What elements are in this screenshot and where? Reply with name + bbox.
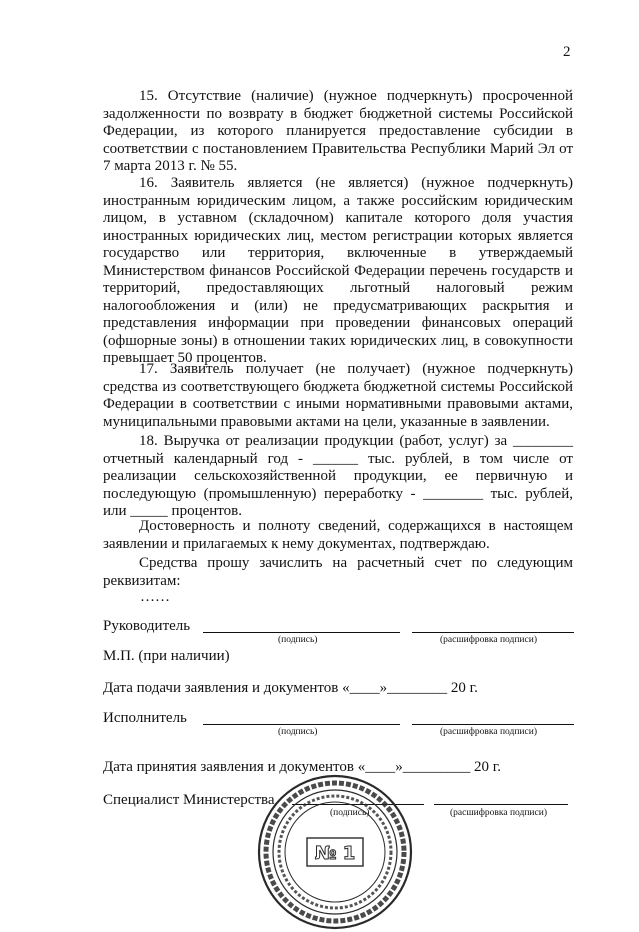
executor-sign-caption: (подпись)	[278, 727, 318, 737]
specialist-decode-caption: (расшифровка подписи)	[450, 808, 547, 818]
head-decode-caption: (расшифровка подписи)	[440, 635, 537, 645]
accept-date-row: Дата принятия заявления и документов «____»_________ 20 г.	[103, 759, 501, 775]
submit-date-row: Дата подачи заявления и документов «____»________ 20 г.	[103, 680, 478, 696]
head-sign-caption: (подпись)	[278, 635, 318, 645]
head-signature-line	[203, 632, 400, 633]
paragraph-16: 16. Заявитель является (не является) (нужное подчеркнуть) иностранным юридическим лицом, а также российским юридическим лицом, в уставном (складочном) капитале которого доля участия иностранных юридических лиц, местом регистрации которых является государство или территория, включенные в утверждаемый Министерством финансов Российской Федерации перечень государств и территорий, предоставляющих льготный налоговый режим налогообложения и (или) не предусматривающих раскрытия и представления информации при проведении финансовых операций (офшорные зоны) в отношении таких юридических лиц, в совокупности превышает 50 процентов.	[103, 175, 573, 366]
stamp-number: № 1	[314, 843, 356, 864]
head-decode-line	[412, 632, 574, 633]
specialist-label: Специалист Министерства	[103, 792, 275, 808]
executor-decode-caption: (расшифровка подписи)	[440, 727, 537, 737]
requisites-dots: ……	[140, 589, 170, 605]
mp-label: М.П. (при наличии)	[103, 648, 230, 664]
head-label: Руководитель	[103, 618, 191, 634]
executor-signature-line	[203, 724, 400, 725]
specialist-decode-line	[434, 804, 568, 805]
executor-decode-line	[412, 724, 574, 725]
paragraph-15: 15. Отсутствие (наличие) (нужное подчеркнуть) просроченной задолженности по возврату в бюджет бюджетной системы Российской Федерации, из которого планируется предоставление субсидии в соответствии с постановлением Правительства Республики Марий Эл от 7 марта 2013 г. № 55.	[103, 88, 573, 174]
official-stamp-icon	[255, 772, 415, 932]
paragraph-confirmation: Достоверность и полноту сведений, содержащихся в настоящем заявлении и прилагаемых к нему документах, подтверждаю.	[103, 518, 573, 552]
executor-label: Исполнитель	[103, 710, 187, 726]
paragraph-18: 18. Выручка от реализации продукции (работ, услуг) за ________ отчетный календарный год - ______ тыс. рублей, в том числе от реализации сельскохозяйственной продукции, ее первичную и последующую (промышленную) переработку - ________ тыс. рублей, или _____ процентов.	[103, 433, 573, 519]
page-number: 2	[563, 44, 571, 60]
paragraph-17: 17. Заявитель получает (не получает) (нужное подчеркнуть) средства из соответствующего бюджета бюджетной системы Российской Федерации в соответствии с иными нормативными правовыми актами, муниципальными правовыми актами на цели, указанные в заявлении.	[103, 361, 573, 430]
paragraph-account: Средства прошу зачислить на расчетный счет по следующим реквизитам:	[103, 555, 573, 589]
specialist-sign-caption: (подпись)	[330, 808, 370, 818]
